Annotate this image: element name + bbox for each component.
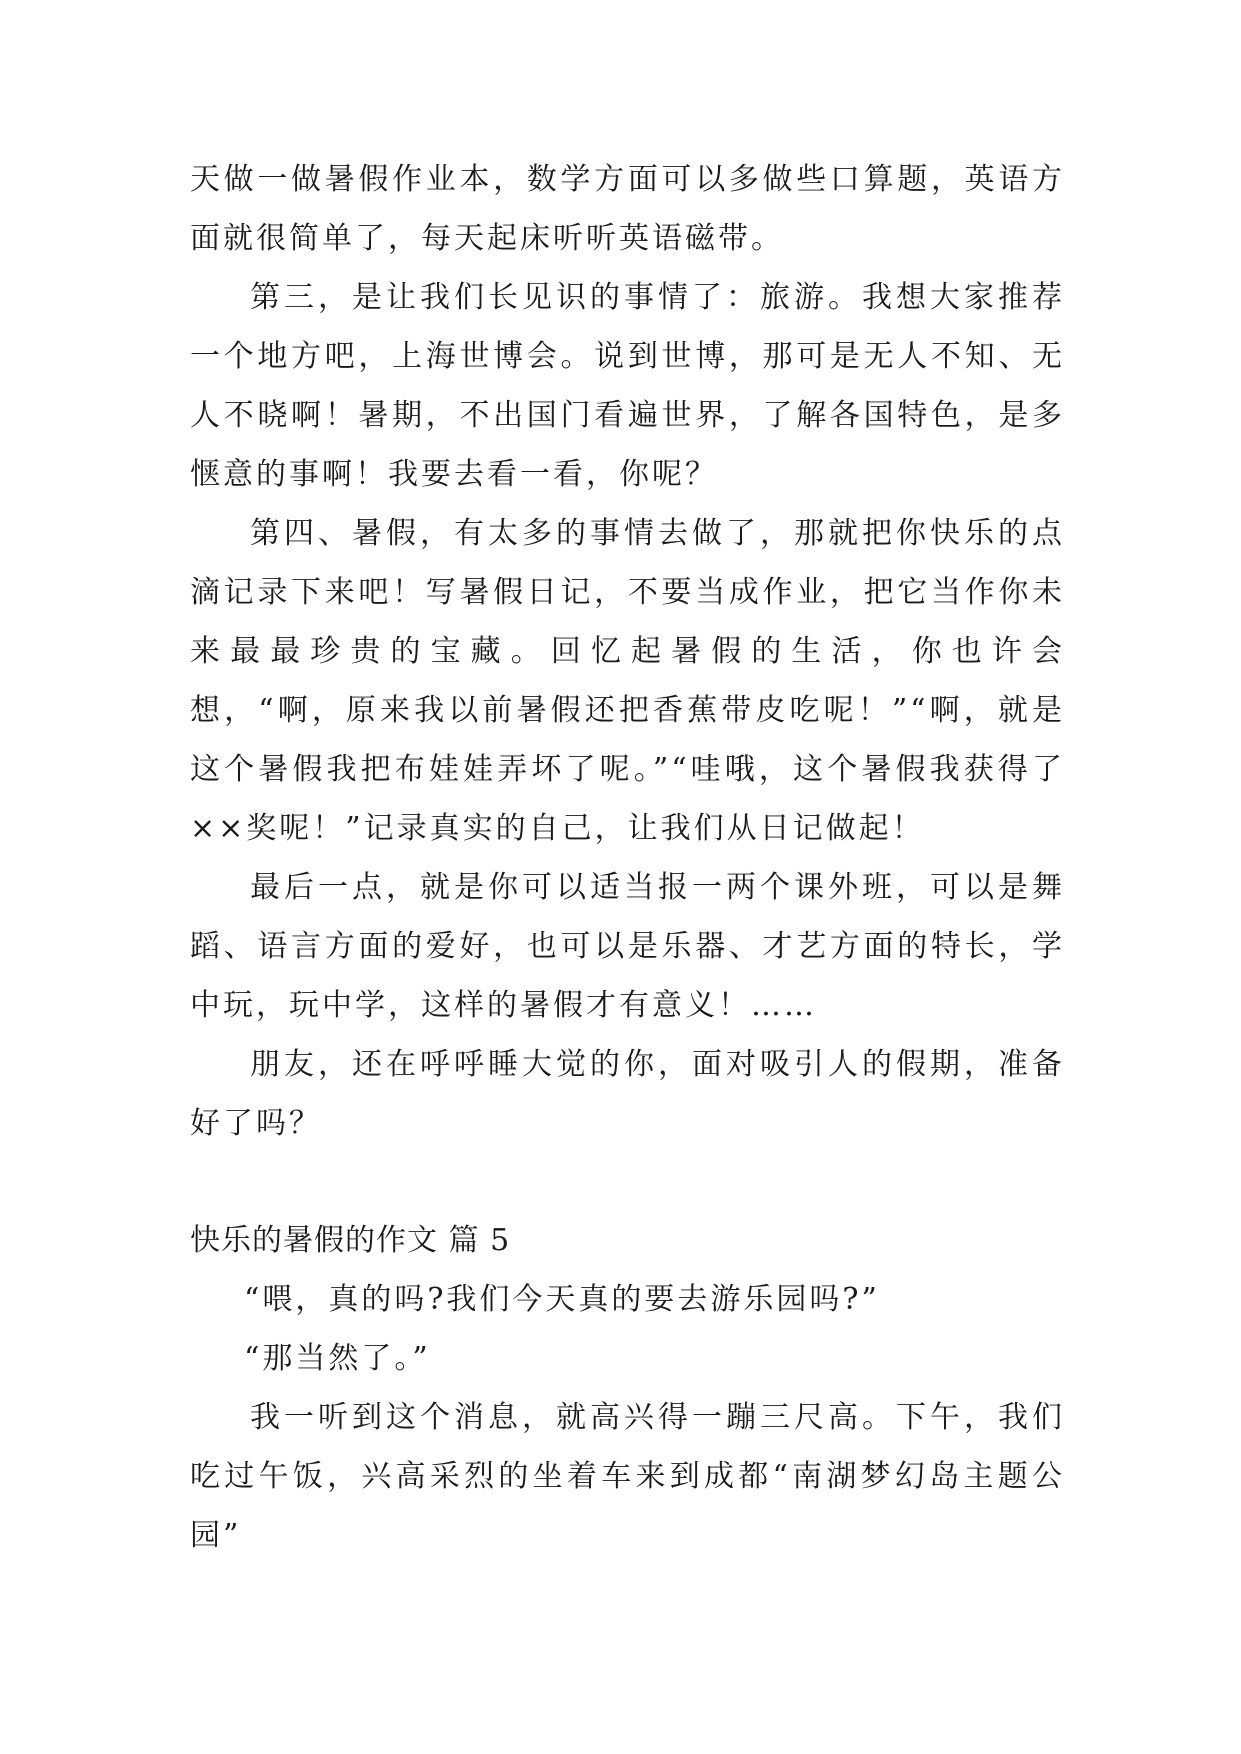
- paragraph-diary: 第四、暑假，有太多的事情去做了，那就把你快乐的点滴记录下来吧！写暑假日记，不要当成作业，把它当作你未来最最珍贵的宝藏。回忆起暑假的生活，你也许会想，“啊，原来我以前暑假还把香蕉带皮吃呢！”“啊，就是这个暑假我把布娃娃弄坏了呢。”“哇哦，这个暑假我获得了××奖呢！”记录真实的自己，让我们从日记做起！: [190, 516, 1065, 846]
- paragraph-closing: 朋友，还在呼呼睡大觉的你，面对吸引人的假期，准备好了吗？: [190, 1047, 1065, 1141]
- dialogue-line-2: “那当然了。”: [244, 1341, 431, 1376]
- paragraph-amusement-park: 我一听到这个消息，就高兴得一蹦三尺高。下午，我们吃过午饭，兴高采烈的坐着车来到成都“南湖梦幻岛主题公园”: [190, 1400, 1065, 1553]
- paragraph-travel: 第三，是让我们长见识的事情了：旅游。我想大家推荐一个地方吧，上海世博会。说到世博，那可是无人不知、无人不晓啊！暑期，不出国门看遍世界，了解各国特色，是多惬意的事啊！我要去看一看，你呢？: [190, 280, 1065, 492]
- paragraph-classes: 最后一点，就是你可以适当报一两个课外班，可以是舞蹈、语言方面的爱好，也可以是乐器、才艺方面的特长，学中玩，玩中学，这样的暑假才有意义！……: [190, 870, 1065, 1023]
- section-heading: 快乐的暑假的作文 篇 5: [190, 1223, 511, 1258]
- document-page: [190, 150, 1065, 1565]
- section-spacer: [190, 1153, 1065, 1211]
- paragraph-homework: 天做一做暑假作业本，数学方面可以多做些口算题，英语方面就很简单了，每天起床听听英语磁带。: [190, 162, 1065, 256]
- dialogue-line-1: “喂，真的吗?我们今天真的要去游乐园吗?”: [244, 1282, 880, 1317]
